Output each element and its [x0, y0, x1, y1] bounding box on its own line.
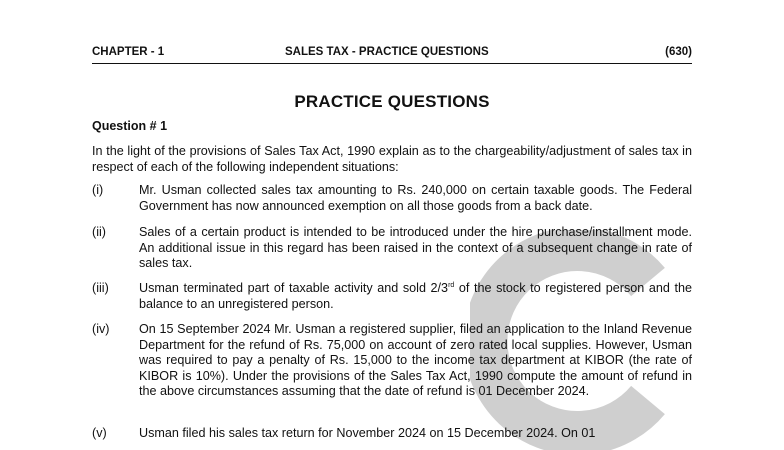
page-header [92, 46, 692, 62]
question-intro: In the light of the provisions of Sales Tax Act, 1990 explain as to the chargeability/adjustment of sales tax in respect of each of the following independent situations: [92, 144, 692, 174]
header-divider [92, 63, 692, 64]
page-number: (630) [665, 46, 692, 58]
item-number: (ii) [92, 225, 106, 239]
item-text [139, 281, 692, 312]
chapter-label: CHAPTER - 1 [92, 46, 165, 58]
item-text: On 15 September 2024 Mr. Usman a registered supplier, filed an application to the Inland Revenue Department for the refund of Rs. 75,000 on account of zero rated local supplies. However, Usman was required to pay a penalty of Rs. 15,000 to the income tax department at KIBOR (the rate of KIBOR is 10%). Under the provisions of the Sales Tax Act, 1990 compute the amount of refund in the above circumstances assuming that the date of refund is 01 December 2024. [139, 322, 692, 398]
question-heading: Question # 1 [92, 119, 168, 133]
item-number: (iii) [92, 281, 109, 295]
page-title: PRACTICE QUESTIONS [294, 92, 490, 111]
header-title: SALES TAX - PRACTICE QUESTIONS [285, 46, 489, 58]
item-text-part: of the stock to registered person and the balance to an unregistered person. [139, 281, 692, 311]
item-number: (v) [92, 426, 107, 440]
item-text: Usman filed his sales tax return for November 2024 on 15 December 2024. On 01 [139, 426, 596, 440]
ordinal-superscript: rd [448, 281, 455, 289]
item-number: (iv) [92, 322, 110, 336]
item-text: Sales of a certain product is intended to be introduced under the hire purchase/installment mode. An additional issue in this regard has been raised in the context of a subsequent change in rate of sales tax. [139, 225, 692, 270]
item-number: (i) [92, 183, 104, 197]
item-text: Mr. Usman collected sales tax amounting to Rs. 240,000 on certain taxable goods. The Federal Government has now announced exemption on all those goods from a back date. [139, 183, 692, 213]
item-text-part: Usman terminated part of taxable activity and sold 2/3 [139, 281, 449, 295]
